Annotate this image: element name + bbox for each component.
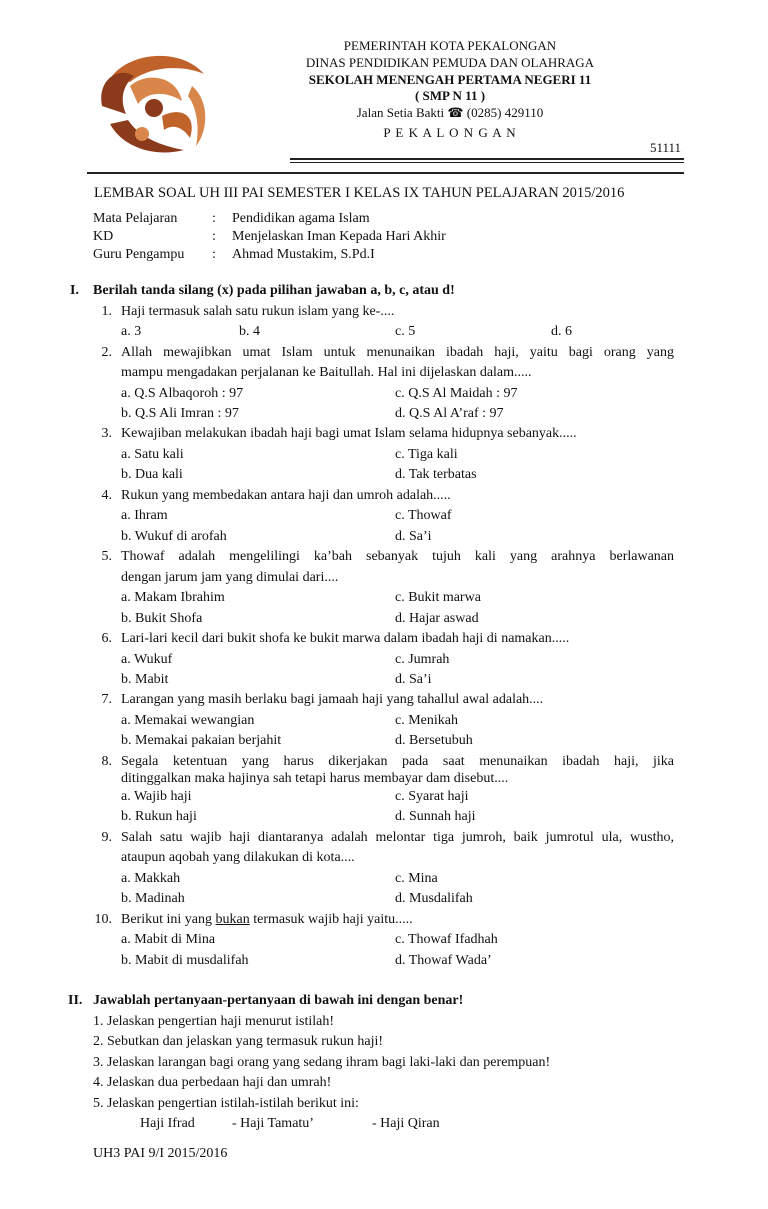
question-number: 2. — [101, 345, 112, 360]
question-text: Thowaf adalah mengelilingi ka’bah sebanyak tujuh kali yang arahnya berlawanan — [121, 549, 674, 564]
option-b: b. Wukuf di arofah — [121, 529, 227, 544]
question-number: 4. — [101, 488, 112, 503]
section-number: I. — [70, 283, 79, 298]
option-a: a. Wukuf — [121, 652, 173, 667]
option-a: a. 3 — [121, 324, 142, 339]
meta-value: Ahmad Mustakim, S.Pd.I — [232, 247, 375, 262]
meta-sep: : — [212, 229, 216, 244]
question-text-part: Berikut ini yang — [121, 912, 216, 927]
school-name: SEKOLAH MENENGAH PERTAMA NEGERI 11 — [308, 72, 592, 87]
term-item: - Haji Qiran — [372, 1116, 440, 1131]
section-heading: Jawablah pertanyaan-pertanyaan di bawah ini dengan benar! — [93, 993, 464, 1008]
question-text-part: termasuk wajib haji yaitu..... — [249, 912, 413, 927]
meta-label: KD — [93, 229, 114, 244]
option-b: b. Madinah — [121, 891, 185, 906]
section-number: II. — [68, 993, 83, 1008]
question-text-cont: mampu mengadakan perjalanan ke Baitullah. Hal ini dijelaskan dalam..... — [121, 365, 532, 380]
option-c: c. Thowaf — [395, 508, 452, 523]
section-heading: Berilah tanda silang (x) pada pilihan jawaban a, b, c, atau d! — [93, 283, 455, 298]
question-number: 3. — [101, 426, 112, 441]
question-text-cont: ditinggalkan maka hajinya sah tetapi harus membayar dam disebut.... — [121, 771, 509, 786]
meta-label: Guru Pengampu — [93, 247, 185, 262]
essay-question: 3. Jelaskan larangan bagi orang yang sedang ihram bagi laki-laki dan perempuan! — [93, 1055, 551, 1070]
header-underline — [87, 172, 684, 174]
school-logo — [92, 46, 214, 164]
term-item: - Haji Tamatu’ — [232, 1116, 314, 1131]
city-line: P E K A L O N G A N — [383, 125, 517, 140]
option-d: d. Thowaf Wada’ — [395, 953, 492, 968]
option-a: a. Q.S Albaqoroh : 97 — [121, 386, 244, 401]
meta-sep: : — [212, 247, 216, 262]
question-text: Segala ketentuan yang harus dikerjakan pada saat menunaikan ibadah haji, jika — [121, 754, 674, 769]
question-text: Haji termasuk salah satu rukun islam yang ke-.... — [121, 304, 395, 319]
address-line: Jalan Setia Bakti ☎ (0285) 429110 — [356, 105, 544, 120]
option-d: d. Q.S Al A’raf : 97 — [395, 406, 504, 421]
question-number: 1. — [101, 304, 112, 319]
option-b: b. Bukit Shofa — [121, 611, 203, 626]
page-title: LEMBAR SOAL UH III PAI SEMESTER I KELAS IX TAHUN PELAJARAN 2015/2016 — [94, 185, 625, 201]
question-text: Lari-lari kecil dari bukit shofa ke bukit marwa dalam ibadah haji di namakan..... — [121, 631, 570, 646]
option-b: b. 4 — [239, 324, 260, 339]
option-b: b. Q.S Ali Imran : 97 — [121, 406, 239, 421]
meta-value: Menjelaskan Iman Kepada Hari Akhir — [232, 229, 446, 244]
option-b: b. Rukun haji — [121, 809, 197, 824]
option-b: b. Mabit di musdalifah — [121, 953, 249, 968]
option-a: a. Mabit di Mina — [121, 932, 216, 947]
option-d: d. Sa’i — [395, 672, 432, 687]
header-divider-thin — [290, 162, 684, 163]
option-d: d. Sunnah haji — [395, 809, 476, 824]
option-c: c. Mina — [395, 871, 438, 886]
option-c: c. Thowaf Ifadhah — [395, 932, 498, 947]
option-d: d. Bersetubuh — [395, 733, 473, 748]
gov-line: PEMERINTAH KOTA PEKALONGAN — [343, 38, 557, 53]
option-a: a. Makkah — [121, 871, 181, 886]
meta-label: Mata Pelajaran — [93, 211, 178, 226]
question-text-cont: dengan jarum jam yang dimulai dari.... — [121, 570, 339, 585]
option-a: a. Wajib haji — [121, 789, 192, 804]
option-b: b. Memakai pakaian berjahit — [121, 733, 282, 748]
essay-question: 1. Jelaskan pengertian haji menurut istilah! — [93, 1014, 335, 1029]
option-a: a. Makam Ibrahim — [121, 590, 225, 605]
question-text: Kewajiban melakukan ibadah haji bagi umat Islam selama hidupnya sebanyak..... — [121, 426, 577, 441]
option-d: d. Musdalifah — [395, 891, 473, 906]
option-c: c. Bukit marwa — [395, 590, 481, 605]
meta-sep: : — [212, 211, 216, 226]
option-c: c. Menikah — [395, 713, 458, 728]
question-number: 7. — [101, 692, 112, 707]
option-d: d. Sa’i — [395, 529, 432, 544]
option-d: d. Hajar aswad — [395, 611, 479, 626]
option-d: d. 6 — [551, 324, 572, 339]
dept-line: DINAS PENDIDIKAN PEMUDA DAN OLAHRAGA — [305, 55, 595, 70]
question-text-underlined: bukan — [215, 912, 250, 927]
question-text: Rukun yang membedakan antara haji dan umroh adalah..... — [121, 488, 451, 503]
question-number: 8. — [101, 754, 112, 769]
option-b: b. Dua kali — [121, 467, 183, 482]
option-c: c. Jumrah — [395, 652, 450, 667]
option-d: d. Tak terbatas — [395, 467, 477, 482]
option-c: c. Tiga kali — [395, 447, 458, 462]
option-c: c. Q.S Al Maidah : 97 — [395, 386, 518, 401]
question-number: 9. — [101, 830, 112, 845]
question-text: Salah satu wajib haji diantaranya adalah melontar tiga jumroh, baik jumrotul ula, wustho, — [121, 830, 674, 845]
question-text: Allah mewajibkan umat Islam untuk menunaikan ibadah haji, yaitu bagi orang yang — [121, 345, 674, 360]
postal-code: 51111 — [650, 140, 682, 155]
option-a: a. Satu kali — [121, 447, 184, 462]
option-a: a. Ihram — [121, 508, 168, 523]
essay-question: 4. Jelaskan dua perbedaan haji dan umrah! — [93, 1075, 332, 1090]
page-footer: UH3 PAI 9/I 2015/2016 — [93, 1146, 228, 1161]
option-c: c. Syarat haji — [395, 789, 469, 804]
question-text: Larangan yang masih berlaku bagi jamaah haji yang tahallul awal adalah.... — [121, 692, 544, 707]
option-a: a. Memakai wewangian — [121, 713, 255, 728]
question-text — [121, 912, 674, 928]
essay-question: 2. Sebutkan dan jelaskan yang termasuk rukun haji! — [93, 1034, 384, 1049]
question-number: 5. — [101, 549, 112, 564]
header-divider — [290, 158, 684, 160]
question-text-cont: ataupun aqobah yang dilakukan di kota.... — [121, 850, 355, 865]
option-b: b. Mabit — [121, 672, 169, 687]
essay-question: 5. Jelaskan pengertian istilah-istilah berikut ini: — [93, 1096, 359, 1111]
option-c: c. 5 — [395, 324, 416, 339]
meta-value: Pendidikan agama Islam — [232, 211, 370, 226]
question-number: 10. — [94, 912, 112, 927]
question-number: 6. — [101, 631, 112, 646]
term-item: Haji Ifrad — [140, 1116, 195, 1131]
school-abbr: ( SMP N 11 ) — [414, 88, 486, 103]
